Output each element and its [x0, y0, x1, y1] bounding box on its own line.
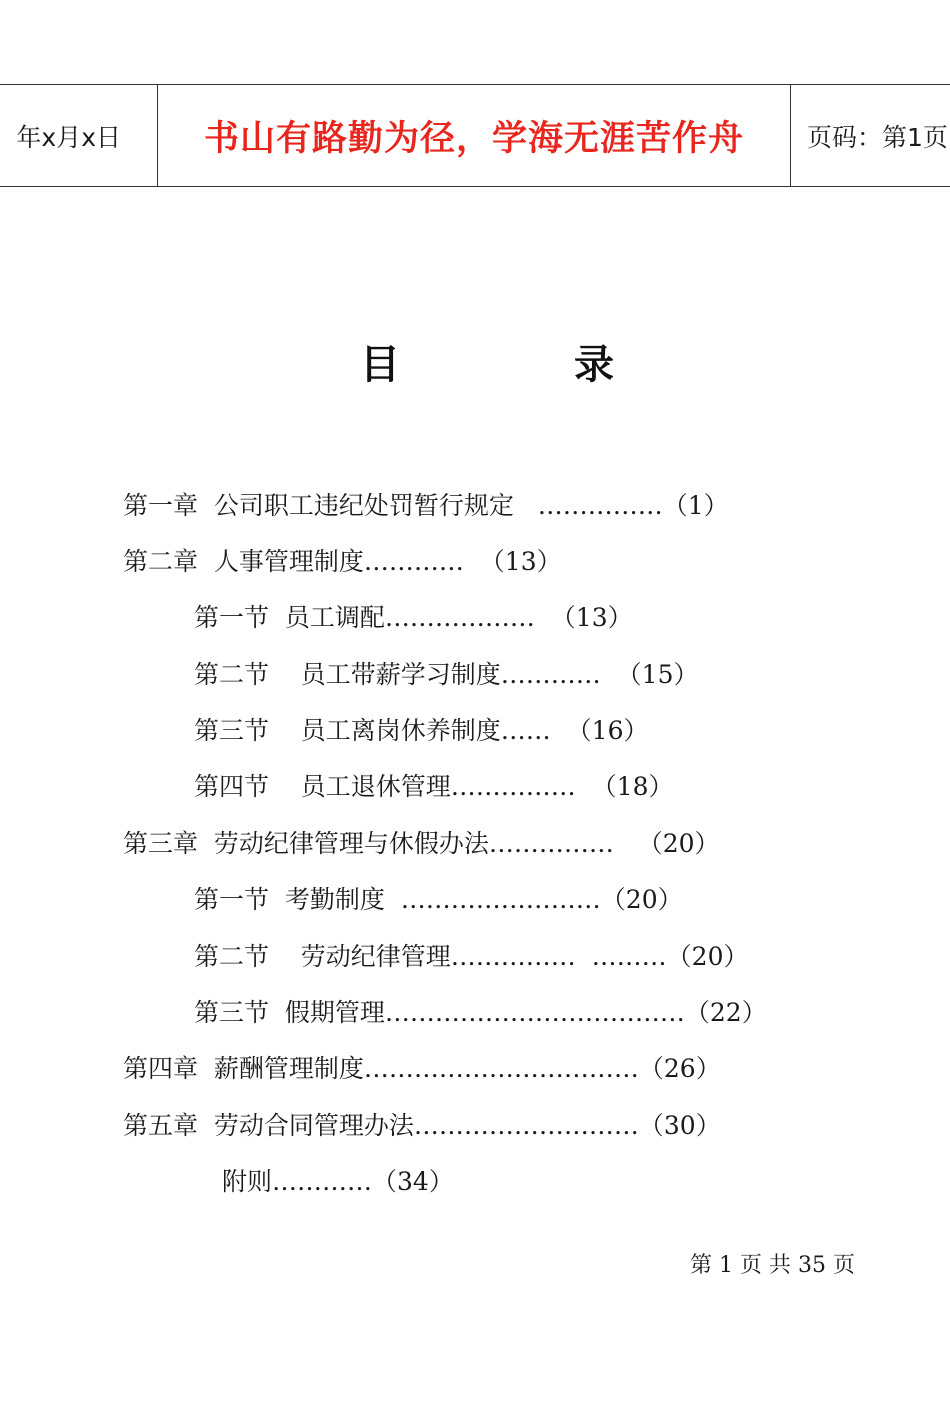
- toc-entry: 第三节 假期管理………………………………（22）: [194, 998, 767, 1027]
- toc-entry: 第三节 员工离岗休养制度…… （16）: [194, 716, 649, 745]
- header-page-label: 页码：第1页: [790, 85, 950, 186]
- toc-title-char-2: 录: [574, 341, 614, 388]
- toc-entry: 第四章 薪酬管理制度……………………………（26）: [123, 1054, 721, 1083]
- toc-entry: 第二节 劳动纪律管理…………… ………（20）: [194, 942, 749, 971]
- toc-entry: 第五章 劳动合同管理办法………………………（30）: [123, 1111, 721, 1140]
- toc-entry: 第三章 劳动纪律管理与休假办法…………… （20）: [123, 829, 720, 858]
- toc-entry: 附则…………（34）: [222, 1167, 454, 1196]
- page-header: [0, 84, 950, 187]
- page-footer: 第 1 页 共 35 页: [690, 1253, 855, 1278]
- toc-title: [0, 333, 950, 393]
- toc-entry: 第一节 考勤制度 ……………………（20）: [194, 885, 683, 914]
- toc-entry: 第二节 员工带薪学习制度………… （15）: [194, 660, 699, 689]
- toc-title-char-1: 目: [360, 341, 400, 388]
- header-motto: 书山有路勤为径，学海无涯苦作舟: [203, 117, 744, 159]
- toc-entry: 第二章 人事管理制度………… （13）: [123, 547, 562, 576]
- toc-entry: 第一章 公司职工违纪处罚暂行规定 ……………（1）: [123, 491, 729, 520]
- toc-entry: 第一节 员工调配……………… （13）: [194, 603, 633, 632]
- header-date: 年x月x日: [0, 85, 158, 186]
- toc-entry: 第四节 员工退休管理…………… （18）: [194, 772, 674, 801]
